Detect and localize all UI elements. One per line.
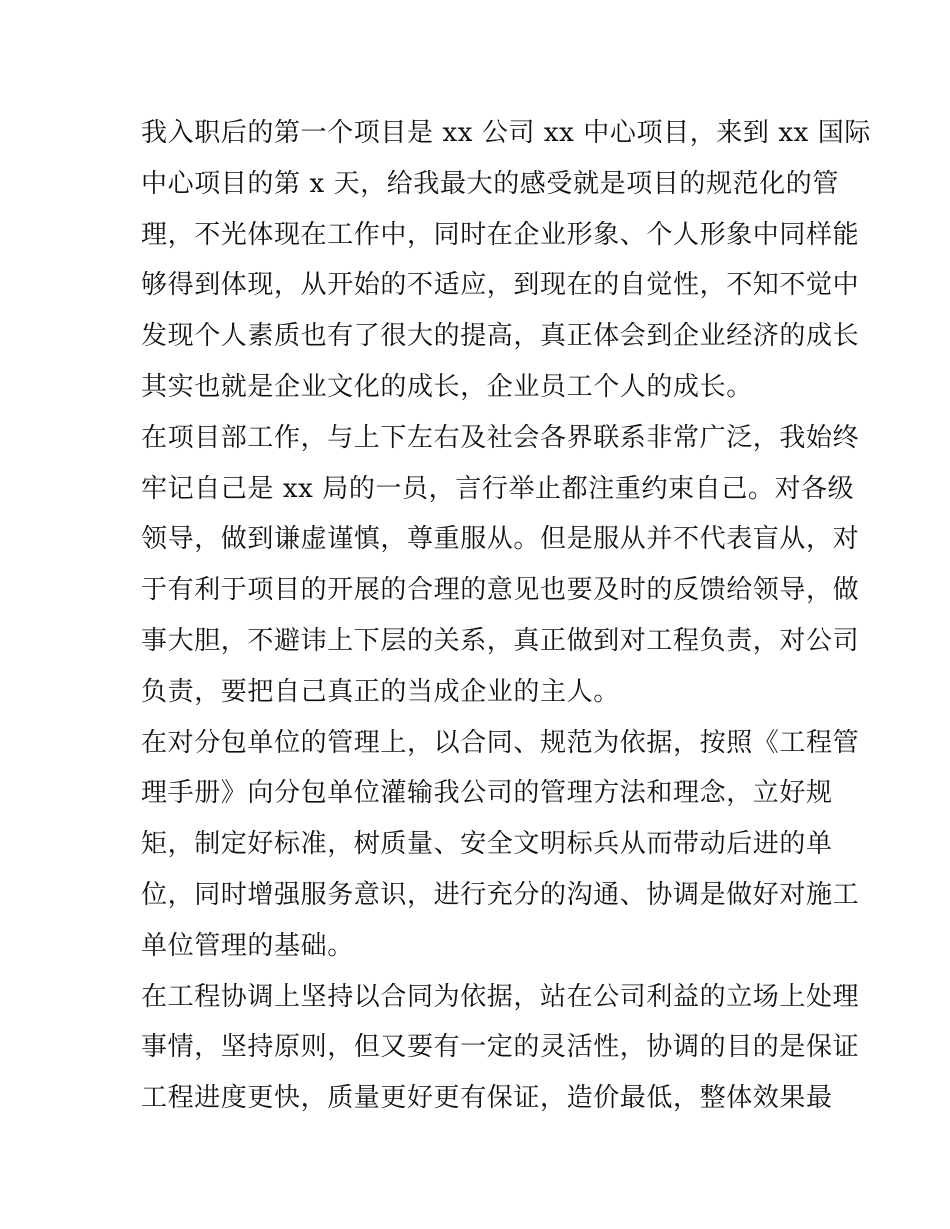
text-line: 于有利于项目的开展的合理的意见也要及时的反馈给领导，做 — [141, 575, 860, 606]
text-line: 理，不光体现在工作中，同时在企业形象、个人形象中同样能 — [141, 219, 860, 250]
text-line: 中心项目的第 x 天，给我最大的感受就是项目的规范化的管 — [141, 168, 839, 199]
text-line: 工程进度更快，质量更好更有保证，造价最低，整体效果最 — [141, 1083, 833, 1114]
text-line: 事情，坚持原则，但又要有一定的灵活性，协调的目的是保证 — [141, 1032, 860, 1063]
text-line: 在项目部工作，与上下左右及社会各界联系非常广泛，我始终 — [141, 422, 860, 453]
text-line: 够得到体现，从开始的不适应，到现在的自觉性，不知不觉中 — [141, 270, 860, 301]
text-line: 理手册》向分包单位灌输我公司的管理方法和理念，立好规 — [141, 778, 833, 809]
body-text — [141, 108, 871, 1124]
text-line: 我入职后的第一个项目是 xx 公司 xx 中心项目，来到 xx 国际 — [141, 118, 871, 148]
text-line: 负责，要把自己真正的当成企业的主人。 — [141, 676, 620, 707]
text-line: 其实也就是企业文化的成长，企业员工个人的成长。 — [141, 371, 753, 402]
text-line: 领导，做到谦虚谨慎，尊重服从。但是服从并不代表盲从，对 — [141, 524, 860, 555]
text-line: 在工程协调上坚持以合同为依据，站在公司利益的立场上处理 — [141, 981, 860, 1012]
text-line: 在对分包单位的管理上，以合同、规范为依据，按照《工程管 — [141, 727, 860, 758]
text-line: 矩，制定好标准，树质量、安全文明标兵从而带动后进的单 — [141, 829, 833, 860]
text-line: 单位管理的基础。 — [141, 930, 354, 961]
text-line: 位，同时增强服务意识，进行充分的沟通、协调是做好对施工 — [141, 879, 860, 910]
text-line: 事大胆，不避讳上下层的关系，真正做到对工程负责，对公司 — [141, 625, 860, 656]
text-line: 发现个人素质也有了很大的提高，真正体会到企业经济的成长 — [141, 321, 860, 352]
text-line: 牢记自己是 xx 局的一员，言行举止都注重约束自己。对各级 — [141, 473, 855, 504]
